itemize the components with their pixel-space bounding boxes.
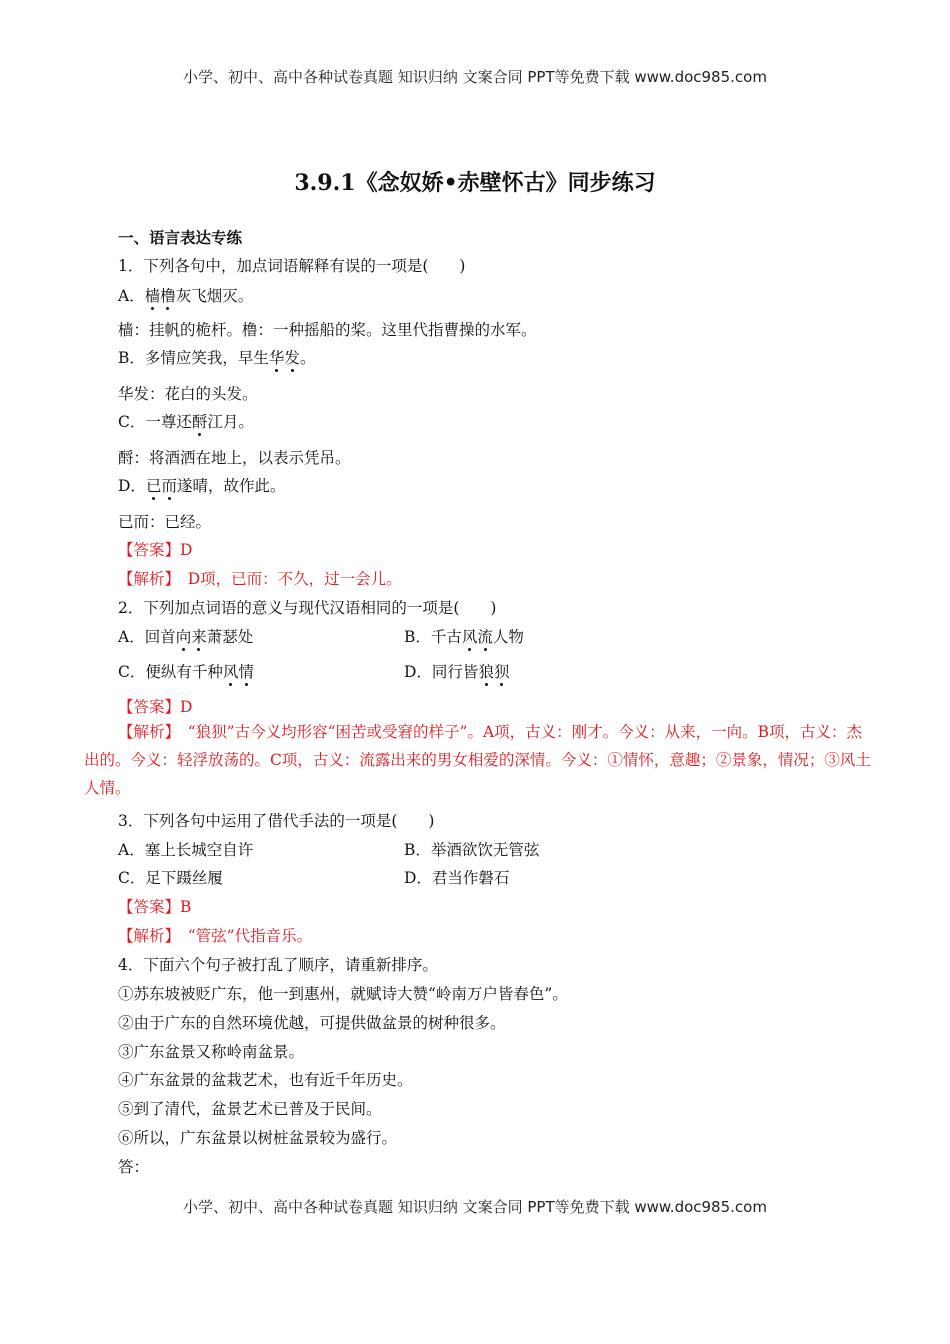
q2-option-c: C．便纵有千种风情	[118, 663, 254, 681]
page-header: 小学、初中、高中各种试卷真题 知识归纳 文案合同 PPT等免费下载 www.doc985.com	[183, 68, 767, 86]
q2-answer: 【答案】D	[118, 698, 193, 716]
q4-sentence-1: ①苏东坡被贬广东，他一到惠州，就赋诗大赞“岭南万户皆春色”。	[118, 985, 568, 1003]
q1-note-a: 樯：挂帆的桅杆。橹：一种摇船的桨。这里代指曹操的水军。	[118, 321, 537, 339]
q4-sentence-4: ④广东盆景的盆栽艺术，也有近千年历史。	[118, 1071, 413, 1089]
q2-option-a: A．回首向来萧瑟处	[118, 628, 254, 646]
page-footer: 小学、初中、高中各种试卷真题 知识归纳 文案合同 PPT等免费下载 www.doc985.com	[183, 1198, 767, 1216]
q2-analysis: 【解析】 “狼狈”古今义均形容“困苦或受窘的样子”。A项，古义：刚才。今义：从来，一向。B项，古义：杰出的。今义：轻浮放荡的。C项，古义：流露出来的男女相爱的深情。今义：①情怀，意趣；②景象，情况；③风土人情。	[84, 723, 871, 797]
q1-stem: 1．下列各句中，加点词语解释有误的一项是( )	[118, 257, 466, 275]
q3-option-d: D．君当作磐石	[404, 869, 510, 887]
q1-note-b: 华发：花白的头发。	[118, 385, 258, 403]
q4-sentence-5: ⑤到了清代，盆景艺术已普及于民间。	[118, 1100, 382, 1118]
q3-option-b: B．举酒欲饮无管弦	[404, 841, 540, 859]
q3-answer: 【答案】B	[118, 898, 192, 916]
q3-option-c: C．足下蹑丝履	[118, 869, 223, 887]
q1-option-c: C．一尊还酹江月。	[118, 413, 254, 431]
q1-option-b: B．多情应笑我，早生华发。	[118, 349, 316, 367]
q1-option-a: A．樯橹灰飞烟灭。	[118, 287, 254, 305]
page-title: 3.9.1《念奴娇•赤壁怀古》同步练习	[294, 170, 656, 196]
q2-option-b: B．千古风流人物	[404, 628, 524, 646]
q4-sentence-3: ③广东盆景又称岭南盆景。	[118, 1043, 305, 1061]
q4-answer-label: 答：	[118, 1158, 150, 1176]
q4-stem: 4．下面六个句子被打乱了顺序，请重新排序。	[118, 956, 438, 974]
q2-stem: 2．下列加点词语的意义与现代汉语相同的一项是( )	[118, 599, 497, 617]
q3-option-a: A．塞上长城空自许	[118, 841, 254, 859]
q4-sentence-6: ⑥所以，广东盆景以树桩盆景较为盛行。	[118, 1129, 398, 1147]
q3-stem: 3．下列各句中运用了借代手法的一项是( )	[118, 812, 435, 830]
q4-sentence-2: ②由于广东的自然环境优越，可提供做盆景的树种很多。	[118, 1014, 506, 1032]
section-heading: 一、语言表达专练	[118, 228, 243, 247]
q1-option-d: D．已而遂晴，故作此。	[118, 477, 286, 495]
q1-analysis: 【解析】 D项，已而：不久，过一会儿。	[118, 570, 402, 588]
q1-answer: 【答案】D	[118, 541, 193, 559]
q2-option-d: D．同行皆狼狈	[404, 663, 510, 681]
q1-note-c: 酹：将酒洒在地上，以表示凭吊。	[118, 449, 351, 467]
q1-note-d: 已而：已经。	[118, 513, 212, 531]
q3-analysis: 【解析】 “管弦”代指音乐。	[118, 927, 313, 945]
